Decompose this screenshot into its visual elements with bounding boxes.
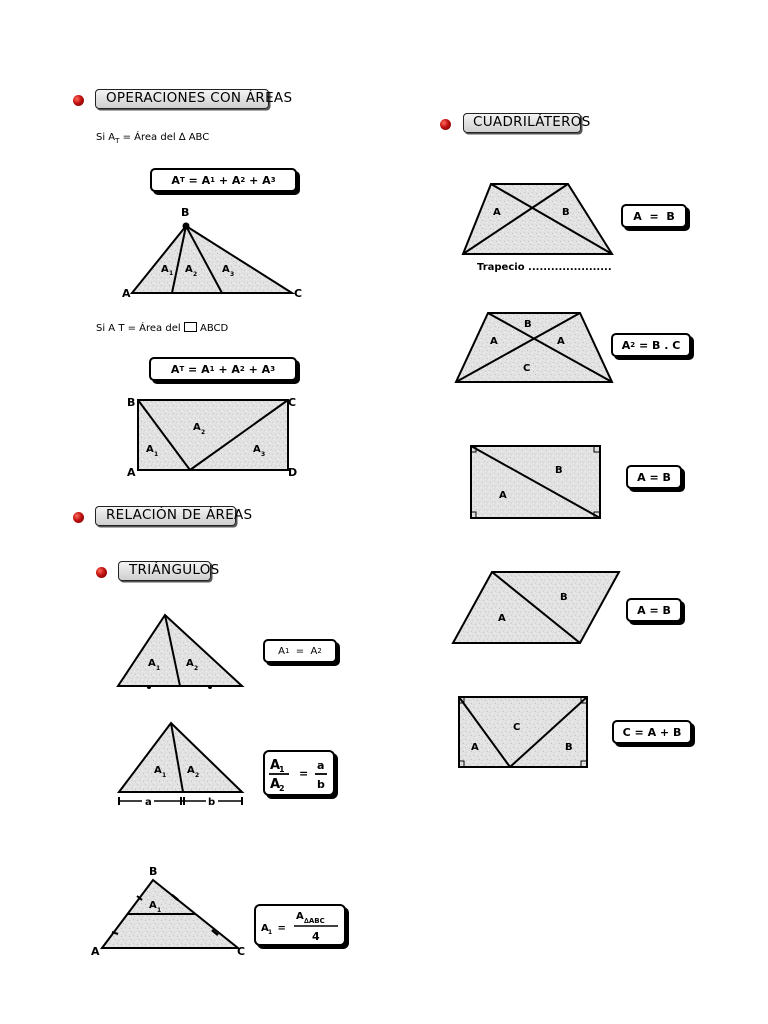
region-label-a1: A [149, 900, 157, 911]
region-label-a3: A [253, 444, 261, 455]
region-label-a3: A [222, 264, 230, 275]
vertex-label-c: C [294, 287, 303, 300]
region-label-b: B [562, 207, 570, 218]
svg-text:A: A [270, 758, 281, 773]
section-title-cuadrilateros: CUADRILÁTEROS [473, 114, 591, 130]
section-bullet-icon [73, 512, 84, 523]
svg-text:2: 2 [195, 772, 200, 779]
region-label-a1: A [148, 658, 156, 669]
formula-a1-equals-a2: A 1 = A 2 [263, 639, 337, 663]
formula-a-equals-b-parallelogram: A = B [626, 598, 682, 622]
formula-ratio [263, 750, 335, 796]
ratio-fraction [265, 752, 333, 794]
triangle-abc-diagram [110, 200, 310, 305]
svg-text:1: 1 [157, 907, 162, 914]
svg-text:A: A [270, 777, 281, 792]
vertex-label-c: C [288, 396, 297, 409]
segment-label-a: a [145, 797, 152, 808]
formula-sum-rectangle: A T = A 1 + A 2 + A 3 [149, 357, 297, 381]
parallelogram-diagram [450, 566, 625, 651]
region-label-c: C [523, 363, 531, 374]
svg-text:4: 4 [312, 930, 320, 943]
svg-text:2: 2 [193, 271, 198, 278]
formula-c-equals-a-plus-b: C = A + B [612, 720, 692, 744]
svg-text:1: 1 [268, 929, 273, 936]
rectangle-diagonal-diagram [465, 440, 610, 525]
formula-quarter-area [254, 904, 346, 946]
section-title-operaciones: OPERACIONES CON ÁREAS [106, 90, 293, 106]
svg-text:=: = [299, 767, 309, 780]
region-label-a2: A [187, 765, 195, 776]
note-rectangle-area: Si A T = Área del ABCD [96, 323, 229, 334]
svg-text:3: 3 [261, 451, 266, 458]
trapecio-label: Trapecio ...................... [477, 262, 612, 273]
region-label-a2: A [185, 264, 193, 275]
formula-a-equals-b-trapecio: A = B [621, 204, 687, 228]
vertex-label-a: A [91, 945, 100, 958]
region-label-a1: A [154, 765, 162, 776]
triangle-median-diagram [110, 608, 250, 693]
svg-text:1: 1 [279, 765, 285, 774]
vertex-label-b: B [127, 396, 136, 409]
region-label-b: B [555, 465, 563, 476]
formula-a-squared: A 2 = B . C [611, 333, 691, 357]
svg-text:A: A [296, 911, 304, 922]
region-label-a: A [499, 490, 507, 501]
region-label-a: A [471, 742, 479, 753]
svg-text:A: A [261, 923, 269, 934]
vertex-label-b: B [181, 206, 190, 219]
section-bullet-icon [440, 119, 451, 130]
region-label-a2: A [186, 658, 194, 669]
svg-text:2: 2 [201, 429, 206, 436]
formula-sum-triangle: A T = A 1 + A 2 + A 3 [150, 168, 297, 192]
vertex-label-c: C [237, 945, 246, 958]
vertex-label-b: B [149, 865, 158, 878]
rectangle-abcd-diagram [122, 392, 302, 482]
region-label-a: A [490, 336, 498, 347]
trapezoid-triangles-diagram [452, 305, 620, 390]
triangle-cevian-diagram [110, 715, 250, 810]
region-label-b: B [565, 742, 573, 753]
vertex-label-a: A [122, 287, 131, 300]
square-icon [184, 322, 197, 332]
svg-text:2: 2 [279, 784, 285, 793]
triangle-midline-diagram [88, 862, 258, 962]
vertex-label-d: D [288, 466, 298, 479]
quarter-fraction [256, 906, 344, 944]
svg-text:a: a [317, 759, 325, 772]
region-label-a1: A [161, 264, 169, 275]
section-title-triangulos: TRIÁNGULOS [129, 562, 220, 578]
svg-text:1: 1 [154, 451, 159, 458]
region-label-a2: A [193, 422, 201, 433]
section-title-relacion: RELACIÓN DE ÁREAS [106, 507, 253, 523]
svg-text:1: 1 [169, 270, 174, 277]
formula-a-equals-b-rectangle: A = B [626, 465, 682, 489]
svg-text:1: 1 [156, 665, 161, 672]
region-label-a1: A [146, 444, 154, 455]
region-label-c: C [513, 722, 521, 733]
svg-text:b: b [317, 778, 325, 791]
region-label-a: A [493, 207, 501, 218]
section-bullet-icon [96, 567, 107, 578]
svg-text:∆ABC: ∆ABC [304, 917, 325, 925]
segment-label-b: b [208, 797, 216, 808]
vertex-label-a: A [127, 466, 136, 479]
svg-text:=: = [274, 923, 290, 934]
svg-text:3: 3 [230, 271, 235, 278]
note-triangle-area: Si $A_T$ = Área del ∆ ABC [96, 132, 210, 145]
svg-text:1: 1 [162, 772, 167, 779]
region-label-a: A [557, 336, 565, 347]
rectangle-triangle-diagram [452, 690, 597, 775]
region-label-b: B [524, 319, 532, 330]
region-label-b: B [560, 592, 568, 603]
section-bullet-icon [73, 95, 84, 106]
svg-text:2: 2 [194, 665, 199, 672]
region-label-a: A [498, 613, 506, 624]
